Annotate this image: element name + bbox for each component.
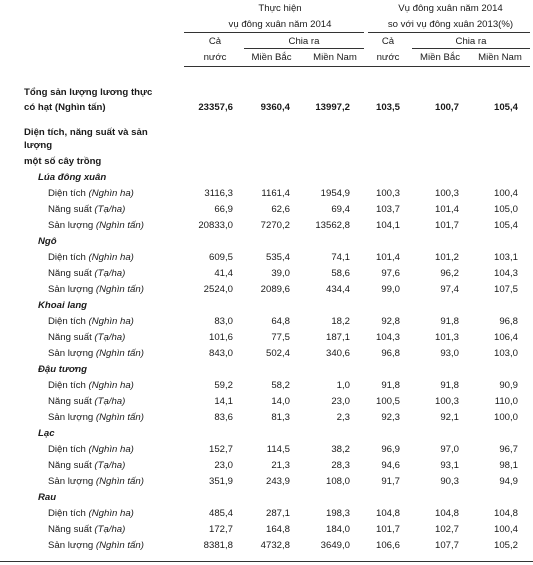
col-ca-nuoc2-line1: Cả (381, 36, 395, 47)
group1-header-line2: vụ đông xuân năm 2014 (228, 19, 332, 30)
crop-name: Rau (38, 492, 57, 503)
crop-5-row-3-value-6: 94,9 (499, 476, 518, 487)
crop-4-row-3-value-6: 100,0 (493, 412, 518, 423)
crop-6-row-2-value-2: 164,8 (265, 524, 290, 535)
crop-3-row-2-value-2: 77,5 (271, 332, 290, 343)
crop-5-row-1-value-6: 96,7 (499, 444, 518, 455)
crop-row-label (48, 220, 144, 231)
crop-2-row-2-value-1: 41,4 (214, 268, 233, 279)
crop-1-row-2-value-2: 62,6 (271, 204, 290, 215)
crop-4-row-3-value-5: 92,1 (440, 412, 459, 423)
row-unit: (Nghìn tấn) (95, 412, 144, 423)
crop-3-row-2-value-5: 101,3 (434, 332, 459, 343)
crop-1-row-2-value-6: 105,0 (493, 204, 518, 215)
row-unit: (Tạ/ha) (94, 396, 126, 407)
crop-1-row-1-value-5: 100,3 (434, 188, 459, 199)
crop-5-row-1-value-5: 97,0 (440, 444, 459, 455)
crop-2-row-3-value-1: 2524,0 (203, 284, 233, 295)
crop-6-row-1-value-5: 104,8 (434, 508, 459, 519)
total-value-4: 103,5 (375, 102, 400, 113)
crop-2-row-1-value-2: 535,4 (265, 252, 290, 263)
crop-row-label (48, 524, 125, 535)
crop-row-label (48, 348, 144, 359)
crop-5-row-1-value-1: 152,7 (208, 444, 233, 455)
crop-2-row-1-value-5: 101,2 (434, 252, 459, 263)
crop-1-row-3-value-4: 104,1 (375, 220, 400, 231)
crop-4-row-1-value-2: 58,2 (271, 380, 290, 391)
row-unit: (Nghìn ha) (88, 188, 134, 199)
crop-name: Ngô (38, 236, 57, 247)
crop-2-row-1-value-3: 74,1 (331, 252, 350, 263)
crop-6-row-3-value-4: 106,6 (375, 540, 400, 551)
crop-3-row-1-value-5: 91,8 (440, 316, 459, 327)
crop-name: Lạc (38, 428, 55, 439)
crop-6-row-1-value-2: 287,1 (265, 508, 290, 519)
crop-2-row-3-value-6: 107,5 (493, 284, 518, 295)
col-mien-nam-1: Miền Nam (313, 52, 357, 63)
row-measure: Năng suất (48, 332, 95, 343)
group1-header-line1: Thực hiện (258, 3, 302, 14)
crop-3-row-2-value-1: 101,6 (208, 332, 233, 343)
row-measure: Diện tích (48, 380, 89, 391)
total-value-2: 9360,4 (260, 102, 290, 113)
chia-ra-rule-1 (244, 48, 364, 49)
crop-5-row-3-value-5: 90,3 (440, 476, 459, 487)
crop-4-row-2-value-3: 23,0 (331, 396, 350, 407)
row-unit: (Nghìn tấn) (95, 348, 144, 359)
row-unit: (Tạ/ha) (94, 204, 126, 215)
crop-6-row-3-value-2: 4732,8 (260, 540, 290, 551)
crop-1-row-1-value-6: 100,4 (493, 188, 518, 199)
crop-3-row-3-value-5: 93,0 (440, 348, 459, 359)
crop-2-row-2-value-3: 58,6 (331, 268, 350, 279)
crop-6-row-3-value-3: 3649,0 (320, 540, 350, 551)
header-rule-top-right (368, 32, 530, 33)
crop-6-row-2-value-5: 102,7 (434, 524, 459, 535)
col-mien-bac-1: Miền Bắc (251, 52, 292, 63)
row-measure: Sản lượng (48, 220, 96, 231)
crop-4-row-2-value-2: 14,0 (271, 396, 290, 407)
crop-5-row-2-value-6: 98,1 (499, 460, 518, 471)
crop-2-row-2-value-6: 104,3 (493, 268, 518, 279)
crop-row-label (48, 396, 125, 407)
crop-row-label (48, 460, 125, 471)
group2-header-line1: Vụ đông xuân năm 2014 (398, 3, 503, 14)
section-heading-line2: lượng (24, 140, 53, 151)
row-measure: Sản lượng (48, 348, 96, 359)
col-ca-nuoc2-line2: nước (376, 52, 400, 63)
crop-6-row-1-value-1: 485,4 (208, 508, 233, 519)
crop-5-row-1-value-4: 96,9 (381, 444, 400, 455)
crop-3-row-3-value-1: 843,0 (208, 348, 233, 359)
crop-3-row-3-value-6: 103,0 (493, 348, 518, 359)
crop-1-row-1-value-2: 1161,4 (261, 188, 290, 199)
crop-5-row-2-value-3: 28,3 (331, 460, 350, 471)
crop-5-row-1-value-3: 38,2 (331, 444, 350, 455)
row-measure: Diện tích (48, 316, 89, 327)
crop-3-row-1-value-3: 18,2 (331, 316, 350, 327)
crop-2-row-2-value-5: 96,2 (440, 268, 459, 279)
crop-2-row-1-value-6: 103,1 (493, 252, 518, 263)
col-mien-nam-2: Miền Nam (478, 52, 522, 63)
group2-header-line2: so với vụ đông xuân 2013(%) (387, 19, 514, 30)
crop-3-row-3-value-3: 340,6 (325, 348, 350, 359)
crop-1-row-3-value-3: 13562,8 (315, 220, 350, 231)
row-measure: Diện tích (48, 508, 89, 519)
crop-6-row-1-value-3: 198,3 (325, 508, 350, 519)
row-measure: Diện tích (48, 444, 89, 455)
crop-6-row-2-value-3: 184,0 (325, 524, 350, 535)
crop-5-row-3-value-2: 243,9 (265, 476, 290, 487)
row-measure: Năng suất (48, 524, 95, 535)
crop-2-row-3-value-3: 434,4 (325, 284, 350, 295)
row-unit: (Tạ/ha) (94, 268, 126, 279)
crop-2-row-3-value-5: 97,4 (440, 284, 459, 295)
crop-6-row-3-value-1: 8381,8 (203, 540, 233, 551)
crop-5-row-2-value-5: 93,1 (440, 460, 459, 471)
row-unit: (Tạ/ha) (94, 460, 126, 471)
row-unit: (Nghìn ha) (88, 252, 134, 263)
crop-1-row-2-value-4: 103,7 (375, 204, 400, 215)
total-value-3: 13997,2 (315, 102, 350, 113)
crop-2-row-1-value-4: 101,4 (375, 252, 400, 263)
crop-3-row-2-value-6: 106,4 (493, 332, 518, 343)
crop-row-label (48, 412, 144, 423)
row-measure: Năng suất (48, 460, 95, 471)
row-unit: (Tạ/ha) (94, 332, 126, 343)
crop-1-row-2-value-5: 101,4 (434, 204, 459, 215)
row-measure: Diện tích (48, 252, 89, 263)
crop-5-row-2-value-2: 21,3 (271, 460, 290, 471)
row-unit: (Nghìn tấn) (95, 284, 144, 295)
row-measure: Sản lượng (48, 284, 96, 295)
crop-3-row-1-value-6: 96,8 (499, 316, 518, 327)
row-unit: (Nghìn ha) (88, 508, 134, 519)
total-value-1: 23357,6 (198, 102, 233, 113)
crop-4-row-1-value-1: 59,2 (214, 380, 233, 391)
row-unit: (Nghìn ha) (88, 316, 134, 327)
row-measure: Năng suất (48, 396, 95, 407)
crop-row-label (48, 332, 125, 343)
row-measure: Năng suất (48, 204, 95, 215)
crop-row-label (48, 188, 134, 199)
crop-3-row-1-value-2: 64,8 (271, 316, 290, 327)
crop-row-label (48, 268, 125, 279)
crop-1-row-3-value-1: 20833,0 (198, 220, 233, 231)
crop-6-row-2-value-6: 100,4 (493, 524, 518, 535)
crop-2-row-1-value-1: 609,5 (208, 252, 233, 263)
total-value-5: 100,7 (434, 102, 459, 113)
crop-5-row-3-value-1: 351,9 (208, 476, 233, 487)
crop-4-row-3-value-2: 81,3 (271, 412, 290, 423)
crop-1-row-1-value-1: 3116,3 (204, 188, 233, 199)
crop-5-row-3-value-3: 108,0 (325, 476, 350, 487)
row-unit: (Nghìn tấn) (95, 476, 144, 487)
table-bottom-rule (0, 561, 533, 562)
crop-row-label (48, 316, 134, 327)
row-measure: Năng suất (48, 268, 95, 279)
row-unit: (Nghìn tấn) (95, 540, 144, 551)
crop-4-row-1-value-5: 91,8 (440, 380, 459, 391)
crop-1-row-1-value-3: 1954,9 (320, 188, 350, 199)
crop-3-row-1-value-4: 92,8 (381, 316, 400, 327)
crop-2-row-3-value-2: 2089,6 (260, 284, 290, 295)
crop-5-row-3-value-4: 91,7 (381, 476, 400, 487)
crop-1-row-2-value-3: 69,4 (331, 204, 350, 215)
crop-row-label (48, 476, 144, 487)
crop-2-row-3-value-4: 99,0 (381, 284, 400, 295)
section-heading-line1: Diện tích, năng suất và sản (24, 127, 148, 138)
crop-name: Khoai lang (38, 300, 88, 311)
crop-3-row-1-value-1: 83,0 (214, 316, 233, 327)
crop-6-row-1-value-4: 104,8 (375, 508, 400, 519)
crop-4-row-2-value-4: 100,5 (375, 396, 400, 407)
crop-4-row-3-value-1: 83,6 (214, 412, 233, 423)
crop-1-row-3-value-5: 101,7 (434, 220, 459, 231)
crop-row-label (48, 444, 134, 455)
crop-4-row-1-value-3: 1,0 (336, 380, 350, 391)
row-measure: Sản lượng (48, 412, 96, 423)
crop-4-row-3-value-3: 2,3 (336, 412, 350, 423)
row-measure: Diện tích (48, 188, 89, 199)
total-label-line2: có hạt (Nghìn tấn) (24, 102, 106, 113)
crop-2-row-2-value-2: 39,0 (271, 268, 290, 279)
crop-3-row-2-value-4: 104,3 (375, 332, 400, 343)
header-rule-top-left (184, 32, 364, 33)
crop-row-label (48, 252, 134, 263)
crop-1-row-1-value-4: 100,3 (375, 188, 400, 199)
total-value-6: 105,4 (493, 102, 518, 113)
crop-name: Đậu tương (38, 364, 87, 375)
chia-ra-rule-2 (412, 48, 530, 49)
crop-1-row-3-value-2: 7270,2 (260, 220, 290, 231)
row-unit: (Nghìn tấn) (95, 220, 144, 231)
crop-5-row-2-value-1: 23,0 (214, 460, 233, 471)
crop-row-label (48, 284, 144, 295)
crop-5-row-2-value-4: 94,6 (381, 460, 400, 471)
crop-row-label (48, 380, 134, 391)
row-measure: Sản lượng (48, 540, 96, 551)
crop-4-row-3-value-4: 92,3 (381, 412, 400, 423)
crop-2-row-2-value-4: 97,6 (381, 268, 400, 279)
crop-4-row-2-value-1: 14,1 (214, 396, 233, 407)
crop-6-row-2-value-1: 172,7 (208, 524, 233, 535)
crop-1-row-3-value-6: 105,4 (493, 220, 518, 231)
crop-4-row-2-value-6: 110,0 (494, 396, 518, 407)
crop-3-row-3-value-4: 96,8 (381, 348, 400, 359)
col-chia-ra-1: Chia ra (288, 36, 320, 47)
section-heading-line3: một số cây trồng (24, 156, 102, 167)
crop-row-label (48, 204, 125, 215)
col-ca-nuoc-line1: Cả (208, 36, 222, 47)
crop-1-row-2-value-1: 66,9 (214, 204, 233, 215)
header-rule-bottom (184, 66, 530, 67)
crop-row-label (48, 540, 144, 551)
crop-name: Lúa đông xuân (38, 172, 107, 183)
row-unit: (Nghìn ha) (88, 380, 134, 391)
crop-4-row-1-value-6: 90,9 (499, 380, 518, 391)
col-mien-bac-2: Miền Bắc (420, 52, 460, 63)
total-label-line1: Tổng sản lượng lương thực (24, 87, 153, 98)
crop-5-row-1-value-2: 114,5 (266, 444, 290, 455)
crop-6-row-3-value-6: 105,2 (493, 540, 518, 551)
crop-6-row-3-value-5: 107,7 (434, 540, 459, 551)
crop-4-row-1-value-4: 91,8 (381, 380, 400, 391)
crop-row-label (48, 508, 134, 519)
crop-4-row-2-value-5: 100,3 (434, 396, 459, 407)
crop-3-row-3-value-2: 502,4 (265, 348, 290, 359)
row-unit: (Nghìn ha) (88, 444, 134, 455)
col-ca-nuoc-line2: nước (203, 52, 227, 63)
crop-6-row-2-value-4: 101,7 (375, 524, 400, 535)
crop-3-row-2-value-3: 187,1 (325, 332, 350, 343)
crop-6-row-1-value-6: 104,8 (493, 508, 518, 519)
row-measure: Sản lượng (48, 476, 96, 487)
row-unit: (Tạ/ha) (94, 524, 126, 535)
col-chia-ra-2: Chia ra (455, 36, 487, 47)
